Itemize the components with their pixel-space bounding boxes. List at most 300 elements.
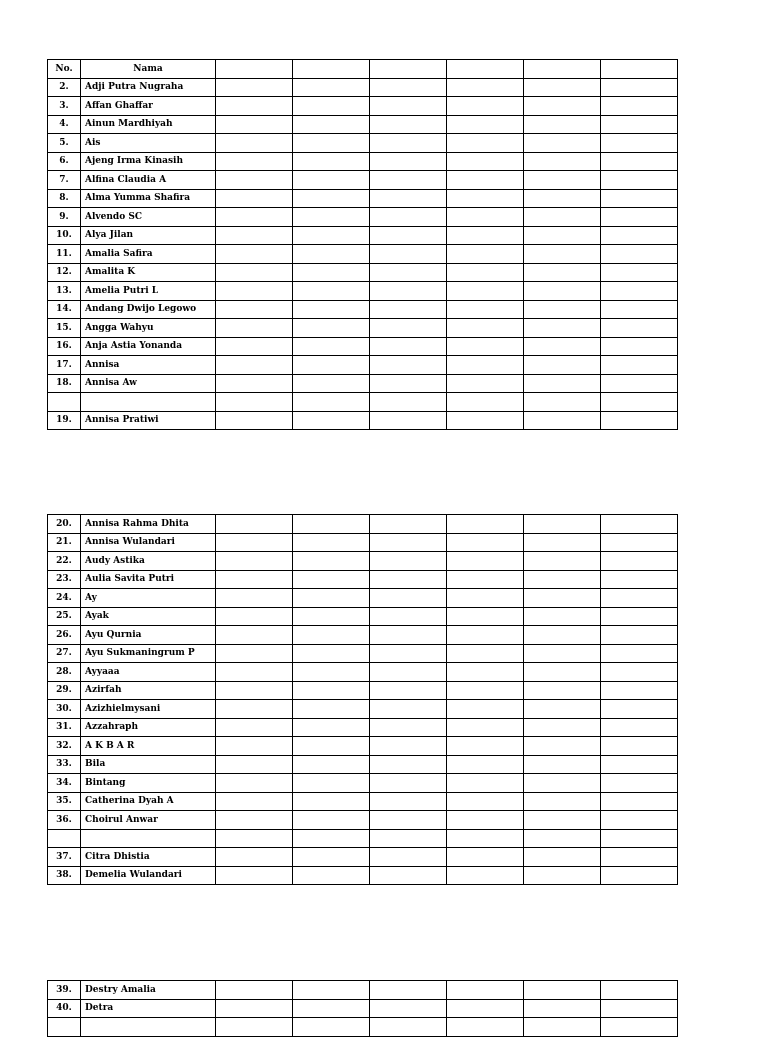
student-name — [81, 1018, 216, 1037]
attendance-cell[interactable] — [524, 663, 601, 682]
attendance-cell[interactable] — [370, 663, 447, 682]
attendance-cell[interactable] — [370, 866, 447, 885]
attendance-cell[interactable] — [601, 981, 678, 1000]
attendance-cell[interactable] — [370, 811, 447, 830]
attendance-cell[interactable] — [524, 515, 601, 534]
row-number — [48, 829, 81, 848]
row-number: 20. — [48, 515, 81, 534]
attendance-cell[interactable] — [524, 755, 601, 774]
attendance-cell[interactable] — [447, 644, 524, 663]
attendance-cell[interactable] — [447, 300, 524, 319]
attendance-cell[interactable] — [601, 97, 678, 116]
attendance-cell[interactable] — [370, 607, 447, 626]
attendance-cell[interactable] — [447, 718, 524, 737]
row-number: 22. — [48, 552, 81, 571]
row-number: 33. — [48, 755, 81, 774]
attendance-cell[interactable] — [216, 774, 293, 793]
table-row — [48, 97, 678, 116]
attendance-cell[interactable] — [216, 829, 293, 848]
student-name — [81, 393, 216, 412]
attendance-cell[interactable] — [524, 393, 601, 412]
table-row — [48, 811, 678, 830]
attendance-cell[interactable] — [601, 644, 678, 663]
attendance-cell[interactable] — [216, 552, 293, 571]
attendance-cell[interactable] — [524, 245, 601, 264]
attendance-cell[interactable] — [524, 718, 601, 737]
attendance-cell[interactable] — [524, 681, 601, 700]
attendance-cell[interactable] — [216, 755, 293, 774]
attendance-cell[interactable] — [293, 589, 370, 608]
attendance-cell[interactable] — [447, 78, 524, 97]
header-blank-cell — [601, 60, 678, 79]
attendance-cell[interactable] — [216, 570, 293, 589]
student-name: Alvendo SC — [81, 208, 216, 227]
attendance-cell[interactable] — [216, 115, 293, 134]
attendance-cell[interactable] — [216, 208, 293, 227]
attendance-cell[interactable] — [293, 774, 370, 793]
attendance-cell[interactable] — [293, 115, 370, 134]
attendance-cell[interactable] — [601, 589, 678, 608]
attendance-cell[interactable] — [447, 626, 524, 645]
attendance-cell[interactable] — [524, 848, 601, 867]
attendance-cell[interactable] — [524, 737, 601, 756]
attendance-cell[interactable] — [601, 1018, 678, 1037]
attendance-cell[interactable] — [447, 999, 524, 1018]
attendance-cell[interactable] — [447, 374, 524, 393]
attendance-cell[interactable] — [370, 189, 447, 208]
attendance-cell[interactable] — [601, 607, 678, 626]
attendance-cell[interactable] — [370, 411, 447, 430]
attendance-cell[interactable] — [447, 589, 524, 608]
attendance-cell[interactable] — [216, 626, 293, 645]
attendance-cell[interactable] — [216, 374, 293, 393]
attendance-cell[interactable] — [524, 589, 601, 608]
attendance-cell[interactable] — [370, 356, 447, 375]
attendance-cell[interactable] — [524, 319, 601, 338]
attendance-cell[interactable] — [370, 589, 447, 608]
attendance-cell[interactable] — [370, 319, 447, 338]
student-name: Annisa — [81, 356, 216, 375]
attendance-cell[interactable] — [524, 774, 601, 793]
attendance-cell[interactable] — [447, 792, 524, 811]
table-row — [48, 226, 678, 245]
header-nama: Nama — [81, 60, 216, 79]
attendance-cell[interactable] — [370, 115, 447, 134]
student-name: Annisa Pratiwi — [81, 411, 216, 430]
attendance-cell[interactable] — [370, 829, 447, 848]
student-name: Aulia Savita Putri — [81, 570, 216, 589]
attendance-cell[interactable] — [601, 115, 678, 134]
attendance-cell[interactable] — [601, 755, 678, 774]
student-name: Angga Wahyu — [81, 319, 216, 338]
attendance-cell[interactable] — [447, 533, 524, 552]
attendance-cell[interactable] — [216, 171, 293, 190]
attendance-cell[interactable] — [216, 607, 293, 626]
attendance-cell[interactable] — [216, 663, 293, 682]
student-name: Ay — [81, 589, 216, 608]
attendance-cell[interactable] — [370, 700, 447, 719]
attendance-cell[interactable] — [293, 737, 370, 756]
attendance-cell[interactable] — [447, 607, 524, 626]
table-row — [48, 134, 678, 153]
attendance-cell[interactable] — [601, 999, 678, 1018]
attendance-cell[interactable] — [293, 1018, 370, 1037]
attendance-cell[interactable] — [293, 981, 370, 1000]
attendance-cell[interactable] — [447, 755, 524, 774]
attendance-cell[interactable] — [293, 134, 370, 153]
attendance-cell[interactable] — [216, 644, 293, 663]
attendance-cell[interactable] — [370, 282, 447, 301]
attendance-cell[interactable] — [601, 848, 678, 867]
student-name: Adji Putra Nugraha — [81, 78, 216, 97]
attendance-cell[interactable] — [524, 411, 601, 430]
attendance-cell[interactable] — [447, 337, 524, 356]
table-row — [48, 829, 678, 848]
attendance-cell[interactable] — [524, 999, 601, 1018]
attendance-cell[interactable] — [524, 263, 601, 282]
attendance-cell[interactable] — [447, 737, 524, 756]
attendance-cell[interactable] — [447, 282, 524, 301]
attendance-cell[interactable] — [293, 97, 370, 116]
attendance-cell[interactable] — [601, 393, 678, 412]
attendance-cell[interactable] — [293, 718, 370, 737]
attendance-cell[interactable] — [293, 189, 370, 208]
attendance-cell[interactable] — [447, 171, 524, 190]
attendance-cell[interactable] — [370, 792, 447, 811]
row-number: 5. — [48, 134, 81, 153]
attendance-cell[interactable] — [601, 811, 678, 830]
attendance-cell[interactable] — [524, 626, 601, 645]
attendance-cell[interactable] — [601, 626, 678, 645]
attendance-cell[interactable] — [601, 829, 678, 848]
attendance-cell[interactable] — [601, 718, 678, 737]
attendance-cell[interactable] — [447, 681, 524, 700]
attendance-cell[interactable] — [216, 300, 293, 319]
attendance-cell[interactable] — [216, 411, 293, 430]
attendance-cell[interactable] — [447, 245, 524, 264]
attendance-cell[interactable] — [601, 282, 678, 301]
attendance-cell[interactable] — [601, 792, 678, 811]
attendance-cell[interactable] — [447, 263, 524, 282]
attendance-cell[interactable] — [216, 533, 293, 552]
attendance-cell[interactable] — [524, 115, 601, 134]
attendance-cell[interactable] — [293, 866, 370, 885]
attendance-cell[interactable] — [216, 319, 293, 338]
attendance-cell[interactable] — [293, 319, 370, 338]
attendance-cell[interactable] — [293, 848, 370, 867]
student-name: Amelia Putri L — [81, 282, 216, 301]
attendance-cell[interactable] — [293, 337, 370, 356]
attendance-cell[interactable] — [293, 282, 370, 301]
attendance-cell[interactable] — [524, 981, 601, 1000]
attendance-cell[interactable] — [447, 811, 524, 830]
attendance-cell[interactable] — [447, 189, 524, 208]
attendance-cell[interactable] — [447, 829, 524, 848]
attendance-cell[interactable] — [370, 552, 447, 571]
attendance-cell[interactable] — [524, 134, 601, 153]
attendance-cell[interactable] — [293, 999, 370, 1018]
attendance-cell[interactable] — [370, 737, 447, 756]
attendance-cell[interactable] — [524, 1018, 601, 1037]
attendance-cell[interactable] — [524, 829, 601, 848]
attendance-cell[interactable] — [370, 337, 447, 356]
attendance-cell[interactable] — [524, 226, 601, 245]
attendance-cell[interactable] — [601, 411, 678, 430]
attendance-cell[interactable] — [216, 226, 293, 245]
student-name: Anja Astia Yonanda — [81, 337, 216, 356]
attendance-cell[interactable] — [216, 1018, 293, 1037]
attendance-cell[interactable] — [293, 829, 370, 848]
attendance-cell[interactable] — [601, 134, 678, 153]
attendance-cell[interactable] — [370, 226, 447, 245]
attendance-cell[interactable] — [447, 152, 524, 171]
attendance-cell[interactable] — [370, 97, 447, 116]
attendance-cell[interactable] — [216, 681, 293, 700]
attendance-cell[interactable] — [293, 300, 370, 319]
row-number: 15. — [48, 319, 81, 338]
attendance-cell[interactable] — [293, 533, 370, 552]
attendance-cell[interactable] — [216, 700, 293, 719]
attendance-cell[interactable] — [524, 866, 601, 885]
attendance-cell[interactable] — [293, 393, 370, 412]
attendance-cell[interactable] — [601, 663, 678, 682]
attendance-cell[interactable] — [601, 319, 678, 338]
attendance-cell[interactable] — [293, 515, 370, 534]
attendance-cell[interactable] — [524, 152, 601, 171]
table-row — [48, 552, 678, 571]
attendance-cell[interactable] — [601, 78, 678, 97]
attendance-cell[interactable] — [447, 134, 524, 153]
attendance-cell[interactable] — [601, 515, 678, 534]
attendance-cell[interactable] — [370, 999, 447, 1018]
attendance-cell[interactable] — [370, 755, 447, 774]
attendance-cell[interactable] — [370, 374, 447, 393]
attendance-cell[interactable] — [601, 570, 678, 589]
attendance-cell[interactable] — [524, 700, 601, 719]
attendance-cell[interactable] — [524, 533, 601, 552]
attendance-cell[interactable] — [447, 866, 524, 885]
row-number: 10. — [48, 226, 81, 245]
attendance-cell[interactable] — [524, 356, 601, 375]
attendance-cell[interactable] — [216, 589, 293, 608]
student-name: Azzahraph — [81, 718, 216, 737]
attendance-cell[interactable] — [216, 981, 293, 1000]
row-number: 11. — [48, 245, 81, 264]
attendance-cell[interactable] — [601, 189, 678, 208]
attendance-cell[interactable] — [293, 152, 370, 171]
attendance-cell[interactable] — [447, 356, 524, 375]
attendance-cell[interactable] — [216, 97, 293, 116]
attendance-cell[interactable] — [447, 848, 524, 867]
attendance-cell[interactable] — [524, 78, 601, 97]
attendance-cell[interactable] — [447, 393, 524, 412]
attendance-cell[interactable] — [524, 300, 601, 319]
row-number: 16. — [48, 337, 81, 356]
attendance-cell[interactable] — [601, 208, 678, 227]
attendance-cell[interactable] — [293, 552, 370, 571]
attendance-cell[interactable] — [293, 171, 370, 190]
attendance-cell[interactable] — [216, 515, 293, 534]
attendance-cell[interactable] — [216, 356, 293, 375]
attendance-cell[interactable] — [216, 263, 293, 282]
attendance-cell[interactable] — [524, 811, 601, 830]
attendance-cell[interactable] — [293, 644, 370, 663]
attendance-cell[interactable] — [370, 570, 447, 589]
attendance-cell[interactable] — [293, 755, 370, 774]
attendance-cell[interactable] — [447, 208, 524, 227]
student-name — [81, 829, 216, 848]
attendance-cell[interactable] — [524, 208, 601, 227]
attendance-cell[interactable] — [293, 663, 370, 682]
attendance-cell[interactable] — [293, 208, 370, 227]
row-number: 36. — [48, 811, 81, 830]
attendance-cell[interactable] — [216, 999, 293, 1018]
attendance-cell[interactable] — [370, 626, 447, 645]
attendance-cell[interactable] — [293, 811, 370, 830]
attendance-cell[interactable] — [216, 152, 293, 171]
attendance-cell[interactable] — [447, 552, 524, 571]
table-row — [48, 319, 678, 338]
attendance-cell[interactable] — [447, 663, 524, 682]
attendance-cell[interactable] — [447, 411, 524, 430]
attendance-cell[interactable] — [370, 208, 447, 227]
attendance-cell[interactable] — [524, 552, 601, 571]
attendance-cell[interactable] — [524, 189, 601, 208]
student-name: Andang Dwijo Legowo — [81, 300, 216, 319]
attendance-cell[interactable] — [293, 356, 370, 375]
attendance-cell[interactable] — [216, 393, 293, 412]
attendance-cell[interactable] — [447, 319, 524, 338]
attendance-cell[interactable] — [370, 718, 447, 737]
attendance-cell[interactable] — [370, 393, 447, 412]
table-row — [48, 607, 678, 626]
attendance-cell[interactable] — [601, 374, 678, 393]
attendance-cell[interactable] — [601, 245, 678, 264]
attendance-cell[interactable] — [293, 792, 370, 811]
attendance-cell[interactable] — [447, 115, 524, 134]
attendance-cell[interactable] — [293, 226, 370, 245]
attendance-cell[interactable] — [601, 152, 678, 171]
attendance-cell[interactable] — [293, 607, 370, 626]
attendance-cell[interactable] — [524, 570, 601, 589]
attendance-cell[interactable] — [370, 134, 447, 153]
attendance-cell[interactable] — [370, 300, 447, 319]
attendance-cell[interactable] — [447, 97, 524, 116]
attendance-cell[interactable] — [524, 792, 601, 811]
student-name: Alma Yumma Shafira — [81, 189, 216, 208]
attendance-cell[interactable] — [370, 848, 447, 867]
table-row — [48, 115, 678, 134]
header-no: No. — [48, 60, 81, 79]
attendance-cell[interactable] — [447, 981, 524, 1000]
attendance-cell[interactable] — [370, 774, 447, 793]
attendance-cell[interactable] — [601, 533, 678, 552]
attendance-cell[interactable] — [216, 189, 293, 208]
student-name: Ais — [81, 134, 216, 153]
attendance-cell[interactable] — [447, 515, 524, 534]
attendance-cell[interactable] — [293, 245, 370, 264]
attendance-cell[interactable] — [601, 681, 678, 700]
attendance-cell[interactable] — [216, 718, 293, 737]
attendance-cell[interactable] — [293, 78, 370, 97]
attendance-cell[interactable] — [447, 570, 524, 589]
attendance-cell[interactable] — [601, 774, 678, 793]
attendance-cell[interactable] — [370, 1018, 447, 1037]
attendance-cell[interactable] — [447, 774, 524, 793]
attendance-cell[interactable] — [293, 700, 370, 719]
attendance-cell[interactable] — [216, 337, 293, 356]
attendance-cell[interactable] — [447, 226, 524, 245]
attendance-cell[interactable] — [370, 533, 447, 552]
attendance-cell[interactable] — [293, 626, 370, 645]
attendance-cell[interactable] — [447, 700, 524, 719]
attendance-cell[interactable] — [370, 515, 447, 534]
attendance-cell[interactable] — [601, 700, 678, 719]
attendance-cell[interactable] — [370, 78, 447, 97]
attendance-cell[interactable] — [601, 866, 678, 885]
attendance-cell[interactable] — [601, 263, 678, 282]
attendance-cell[interactable] — [524, 337, 601, 356]
attendance-cell[interactable] — [216, 282, 293, 301]
attendance-cell[interactable] — [370, 981, 447, 1000]
attendance-cell[interactable] — [370, 263, 447, 282]
attendance-cell[interactable] — [601, 337, 678, 356]
attendance-cell[interactable] — [216, 737, 293, 756]
student-name: Ayak — [81, 607, 216, 626]
attendance-cell[interactable] — [601, 737, 678, 756]
attendance-cell[interactable] — [370, 152, 447, 171]
attendance-cell[interactable] — [216, 848, 293, 867]
attendance-cell[interactable] — [216, 792, 293, 811]
attendance-cell[interactable] — [601, 226, 678, 245]
attendance-cell[interactable] — [601, 356, 678, 375]
attendance-cell[interactable] — [524, 97, 601, 116]
attendance-cell[interactable] — [370, 644, 447, 663]
attendance-cell[interactable] — [370, 171, 447, 190]
attendance-cell[interactable] — [524, 607, 601, 626]
attendance-cell[interactable] — [216, 245, 293, 264]
table-row — [48, 393, 678, 412]
attendance-cell[interactable] — [601, 171, 678, 190]
table-row — [48, 337, 678, 356]
row-number: 7. — [48, 171, 81, 190]
attendance-cell[interactable] — [370, 245, 447, 264]
attendance-cell[interactable] — [293, 681, 370, 700]
attendance-cell[interactable] — [293, 263, 370, 282]
attendance-cell[interactable] — [524, 282, 601, 301]
student-name: Azirfah — [81, 681, 216, 700]
attendance-cell[interactable] — [216, 866, 293, 885]
attendance-cell[interactable] — [524, 644, 601, 663]
row-number: 34. — [48, 774, 81, 793]
row-number: 3. — [48, 97, 81, 116]
attendance-cell[interactable] — [447, 1018, 524, 1037]
attendance-cell[interactable] — [293, 374, 370, 393]
attendance-cell[interactable] — [216, 78, 293, 97]
student-name: Alya Jilan — [81, 226, 216, 245]
attendance-cell[interactable] — [524, 171, 601, 190]
row-number: 21. — [48, 533, 81, 552]
attendance-cell[interactable] — [216, 134, 293, 153]
student-name: Ayu Qurnia — [81, 626, 216, 645]
attendance-cell[interactable] — [293, 570, 370, 589]
attendance-cell[interactable] — [524, 374, 601, 393]
attendance-cell[interactable] — [601, 300, 678, 319]
attendance-cell[interactable] — [601, 552, 678, 571]
attendance-cell[interactable] — [370, 681, 447, 700]
attendance-cell[interactable] — [216, 811, 293, 830]
attendance-cell[interactable] — [293, 411, 370, 430]
